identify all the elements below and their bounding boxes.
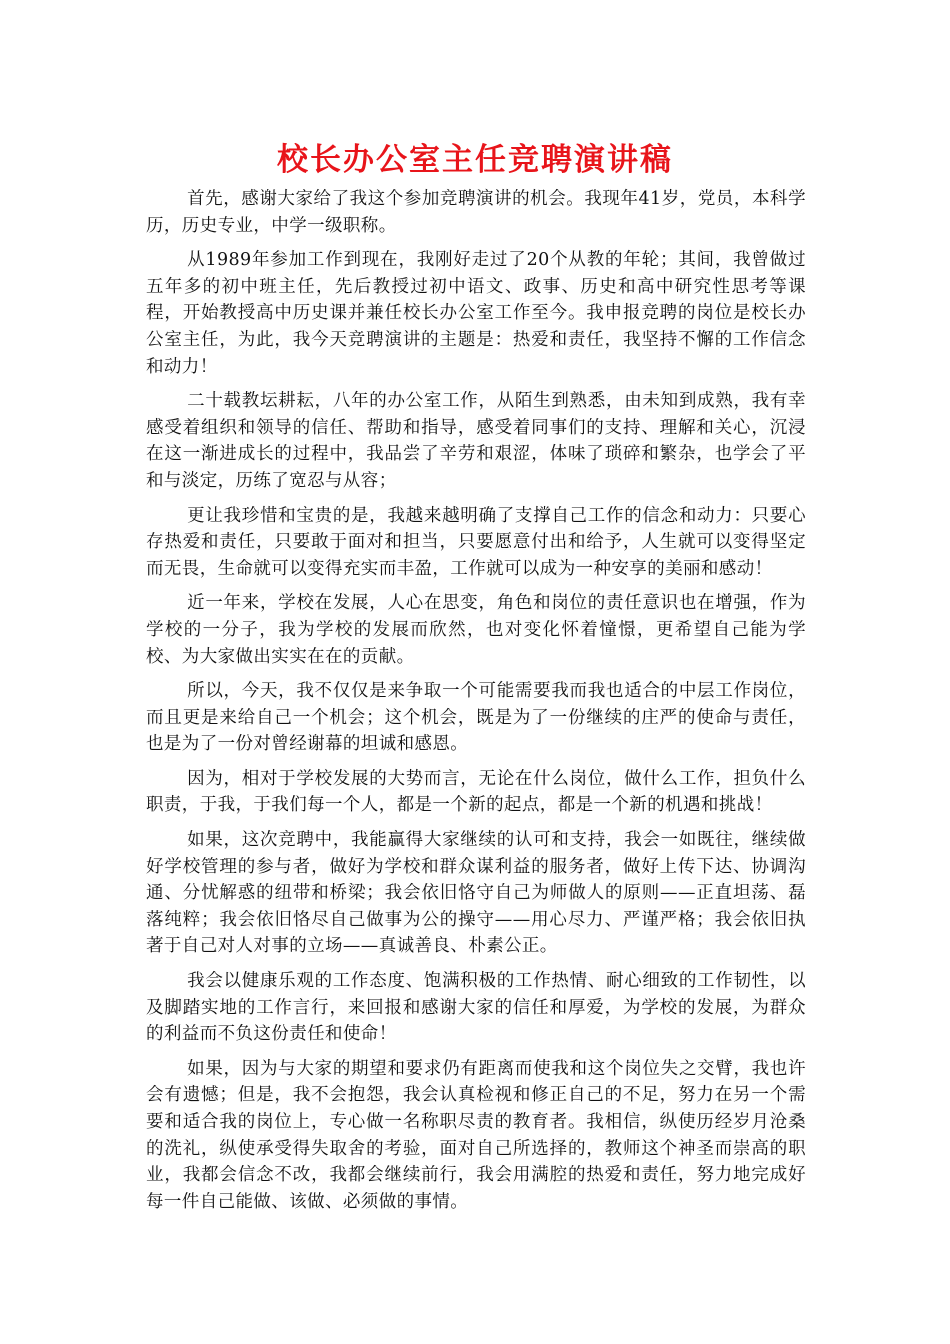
- paragraph-5: 近一年来，学校在发展，人心在思变，角色和岗位的责任意识也在增强，作为学校的一分子，我为学校的发展而欣然，也对变化怀着憧憬，更希望自己能为学校、为大家做出实实在在的贡献。: [146, 593, 806, 667]
- paragraph-9: 我会以健康乐观的工作态度、饱满积极的工作热情、耐心细致的工作韧性，以及脚踏实地的工作言行，来回报和感谢大家的信任和厚爱，为学校的发展，为群众的利益而不负这份责任和使命！: [146, 971, 806, 1045]
- paragraph-7: 因为，相对于学校发展的大势而言，无论在什么岗位，做什么工作，担负什么职责，于我，于我们每一个人，都是一个新的起点，都是一个新的机遇和挑战！: [146, 768, 806, 816]
- document-title: 校长办公室主任竞聘演讲稿: [277, 142, 673, 178]
- paragraph-6: 所以，今天，我不仅仅是来争取一个可能需要我而我也适合的中层工作岗位，而且更是来给自己一个机会；这个机会，既是为了一份继续的庄严的使命与责任，也是为了一份对曾经谢幕的坦诚和感恩。: [146, 681, 806, 755]
- paragraph-4: 更让我珍惜和宝贵的是，我越来越明确了支撑自己工作的信念和动力：只要心存热爱和责任，只要敢于面对和担当，只要愿意付出和给予，人生就可以变得坚定而无畏，生命就可以变得充实而丰盈，工作就可以成为一种安享的美丽和感动！: [146, 505, 806, 579]
- paragraph-8: 如果，这次竞聘中，我能赢得大家继续的认可和支持，我会一如既往，继续做好学校管理的参与者，做好为学校和群众谋利益的服务者，做好上传下达、协调沟通、分忧解惑的纽带和桥梁；我会依旧恪守自己为师做人的原则——正直坦荡、磊落纯粹；我会依旧恪尽自己做事为公的操守——用心尽力、严谨严格；我会依旧执著于自己对人对事的立场——真诚善良、朴素公正。: [146, 830, 806, 957]
- paragraph-3: 二十载教坛耕耘，八年的办公室工作，从陌生到熟悉，由未知到成熟，我有幸感受着组织和领导的信任、帮助和指导，感受着同事们的支持、理解和关心，沉浸在这一渐进成长的过程中，我品尝了辛劳和艰涩，体味了琐碎和繁杂，也学会了平和与淡定，历练了宽忍与从容；: [146, 391, 806, 491]
- paragraph-10: 如果，因为与大家的期望和要求仍有距离而使我和这个岗位失之交臂，我也许会有遗憾；但是，我不会抱怨，我会认真检视和修正自己的不足，努力在另一个需要和适合我的岗位上，专心做一名称职尽责的教育者。我相信，纵使历经岁月沧桑的洗礼，纵使承受得失取舍的考验，面对自己所选择的，教师这个神圣而崇高的职业，我都会信念不改，我都会继续前行，我会用满腔的热爱和责任，努力地完成好每一件自己能做、该做、必须做的事情。: [146, 1058, 806, 1212]
- document-body: [146, 186, 806, 1223]
- paragraph-1: 首先，感谢大家给了我这个参加竞聘演讲的机会。我现年41岁，党员，本科学历，历史专业，中学一级职称。: [146, 189, 806, 236]
- paragraph-2: 从1989年参加工作到现在，我刚好走过了20个从教的年轮；其间，我曾做过五年多的初中班主任，先后教授过初中语文、政事、历史和高中研究性思考等课程，开始教授高中历史课并兼任校长办公室工作至今。我申报竞聘的岗位是校长办公室主任，为此，我今天竞聘演讲的主题是：热爱和责任，我坚持不懈的工作信念和动力！: [146, 250, 806, 377]
